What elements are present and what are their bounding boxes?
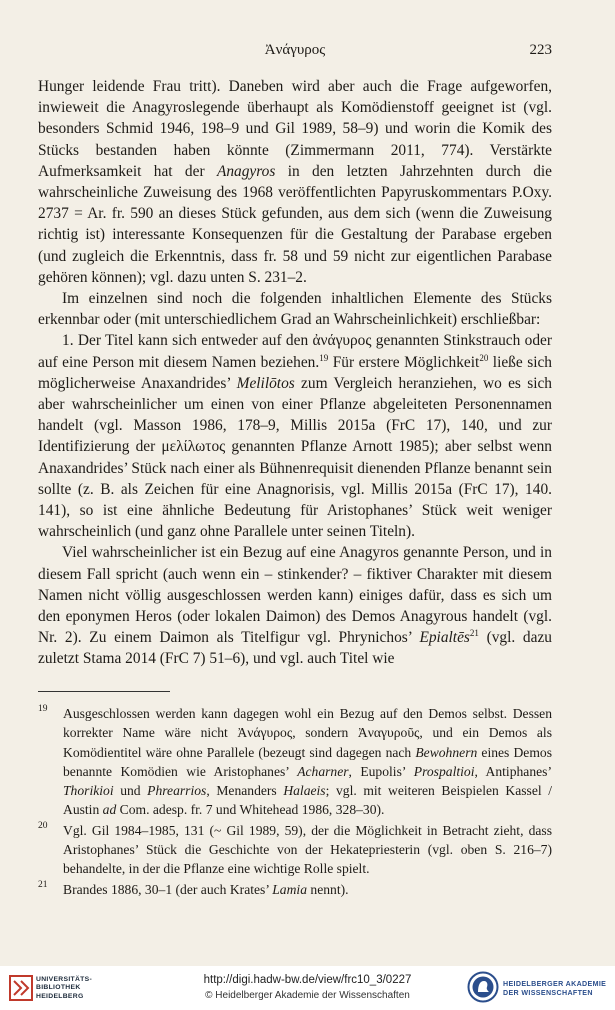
italic-title: Epialtēs — [419, 629, 470, 647]
ub-logo-icon — [8, 973, 36, 1003]
text-run: Viel wahrscheinlicher ist ein Bezug auf eine Anagyros genannte Person, und in diesem Fall spricht (auch wenn ein – stinkender? – fiktiver Charakter mit diesem Namen nicht völlig ausgeschlossen werden kann) einiges dafür, dass es sich um den eponymen Heros (oder lokalen Daimon) des Demos Anagyrous handelt (vgl. Nr. 2). Zu einem Daimon als Titelfigur vgl. Phrynichos’ — [38, 544, 552, 647]
text-run: ließe sich möglicherweise Anaxandrides’ — [38, 353, 552, 392]
italic-word: Lamia — [272, 881, 307, 897]
text-run: nennt). — [307, 881, 349, 897]
text-run: Für erstere Möglichkeit — [328, 353, 480, 371]
running-title: Ἀνάγυρος — [264, 42, 326, 58]
academy-seal-icon — [467, 971, 499, 1003]
footnote-number: 19 — [38, 704, 48, 714]
text-run: Im einzelnen sind noch die folgenden inhaltlichen Elemente des Stücks erkennbar oder (mit unterschiedlichem Grad an Wahrscheinlichkeit) erschließbar: — [38, 290, 552, 329]
ub-logo-text — [36, 976, 92, 1001]
copyright: © Heidelberger Akademie der Wissenschaften — [205, 990, 410, 1001]
italic-word: Thorikioi — [63, 783, 114, 799]
italic-title: Anagyros — [216, 162, 276, 180]
italic-title: Melilōtos — [236, 374, 295, 392]
paragraph-1 — [38, 76, 552, 288]
footer-center — [140, 972, 475, 1004]
italic-word: Halaeis — [283, 783, 326, 799]
viewer-footer — [0, 966, 615, 1010]
paragraph-3 — [38, 330, 552, 542]
ub-line: UNIVERSITÄTS- — [36, 976, 93, 983]
text-run: Brandes 1886, 30–1 (der auch Krates’ — [63, 881, 273, 897]
paragraph-2 — [38, 288, 552, 330]
text-run: zum Vergleich heranziehen, wo es sich aber wahrscheinlicher um einen von einer Pflanze abgeleiteten Personennamen handelt (vgl. Masson 1986, 178–9, Millis 2015a (FrC 17), 140, und zur Identifizierung der μελίλωτος genannten Pflanze Arnott 1985); aber selbst wenn Anaxandrides’ Stück nach einer als Bühnenrequisit dienenden Pflanze benannt sein sollte (z. B. als Zeichen für eine Anagnorisis, vgl. Millis 2015a (FrC 17), 140. 141), so ist eine ähnliche Bedeutung für Aristophanes’ Stück weit weniger wahrscheinlich (und ganz ohne Parallele unter seinen Titeln). — [38, 374, 552, 541]
page-header — [38, 42, 552, 62]
footnote-divider — [38, 691, 170, 692]
footnote-20 — [38, 821, 552, 879]
text-run: und — [113, 783, 148, 799]
paragraph-4 — [38, 542, 552, 669]
page-number: 223 — [529, 42, 552, 58]
footnote-21 — [38, 880, 552, 899]
footnote-ref-19[interactable]: 19 — [319, 352, 329, 363]
text-run: 1. Der Titel kann sich entweder auf den ἀνάγυρος genannten Stinkstrauch oder auf eine Person mit diesem Namen beziehen. — [38, 332, 552, 371]
italic-word: Phrearrios — [147, 783, 207, 799]
ub-heidelberg-logo[interactable] — [8, 973, 118, 1003]
text-run: (vgl. dazu zuletzt Stama 2014 (FrC 7) 51–6), und vgl. auch Titel wie — [38, 629, 552, 668]
text-run: Vgl. Gil 1984–1985, 131 (~ Gil 1989, 59), der die Möglichkeit in Betracht zieht, dass Aristophanes’ Stück die Geschichte von der Hekatepriesterin (vgl. oben S. 216–7) behandelte, in der die Pflanze eine wichtige Rolle spielt. — [63, 822, 552, 877]
text-run: , Eupolis’ — [348, 763, 414, 779]
text-run: , Menanders — [206, 783, 284, 799]
text-run: Hunger leidende Frau tritt). Daneben wird aber auch die Frage aufgeworfen, inwieweit die Anagyroslegende überhaupt als Komödienstoff geeignet ist (vgl. besonders Schmid 1946, 198–9 und Gil 1989, 58–9) und worin die Komik des Stücks bestanden haben könnte (Zimmermann 2011, 774). Verstärkte Aufmerksamkeit hat der — [38, 78, 552, 180]
hadw-logo[interactable] — [467, 971, 607, 1005]
text-run: Ausgeschlossen werden kann dagegen wohl ein Bezug auf den Demos selbst. Dessen korrekter Name wäre nicht Ἀνάγυρος, sondern Ἀναγυροῦς, und ein Demos als Komödientitel wäre ohne Parallele (bezeugt sind dagegen nach — [63, 706, 552, 760]
text-run: ; vgl. mit weiteren Beispielen Kassel / Austin — [63, 783, 552, 818]
footnote-ref-21[interactable]: 21 — [469, 628, 479, 639]
text-run: eines Demos benannte Komödien wie Aristophanes’ — [63, 744, 552, 779]
italic-word: Bewohnern — [415, 744, 478, 760]
italic-word: ad — [102, 802, 117, 818]
main-text — [38, 76, 552, 670]
footnote-number: 20 — [38, 820, 48, 831]
text-run: Com. adesp. fr. 7 und Whitehead 1986, 328–30). — [116, 802, 385, 818]
footnote-number: 21 — [38, 879, 48, 890]
hadw-logo-text — [503, 980, 606, 998]
ub-line: HEIDELBERG — [36, 992, 84, 1000]
text-run: in den letzten Jahrzehnten durch die wahrscheinliche Zuweisung des 1968 veröffentlichten Papyruskommentars P.Oxy. 2737 = Ar. fr. 590 an dieses Stück gefunden, aus dem sich (wenn die Zuweisung richtig ist) interessante Konsequenzen für die Gestaltung der Parabase ergeben (und zugleich die Erkenntnis, dass fr. 58 und 59 nicht zur eigentlichen Parabase gehören können); vgl. dazu unten S. 231–2. — [38, 162, 552, 286]
footnotes — [38, 704, 552, 900]
hadw-line: HEIDELBERGER AKADEMIE — [503, 980, 607, 988]
italic-word: Prospaltioi — [413, 763, 475, 779]
hadw-line: DER WISSENSCHAFTEN — [503, 989, 593, 997]
permalink[interactable]: http://digi.hadw-bw.de/view/frc10_3/0227 — [203, 974, 412, 986]
text-run: , Antiphanes’ — [474, 763, 552, 779]
footnote-19 — [38, 704, 552, 820]
italic-word: Acharner — [297, 763, 349, 779]
ub-line: BIBLIOTHEK — [36, 984, 81, 992]
footnote-ref-20[interactable]: 20 — [479, 352, 489, 363]
